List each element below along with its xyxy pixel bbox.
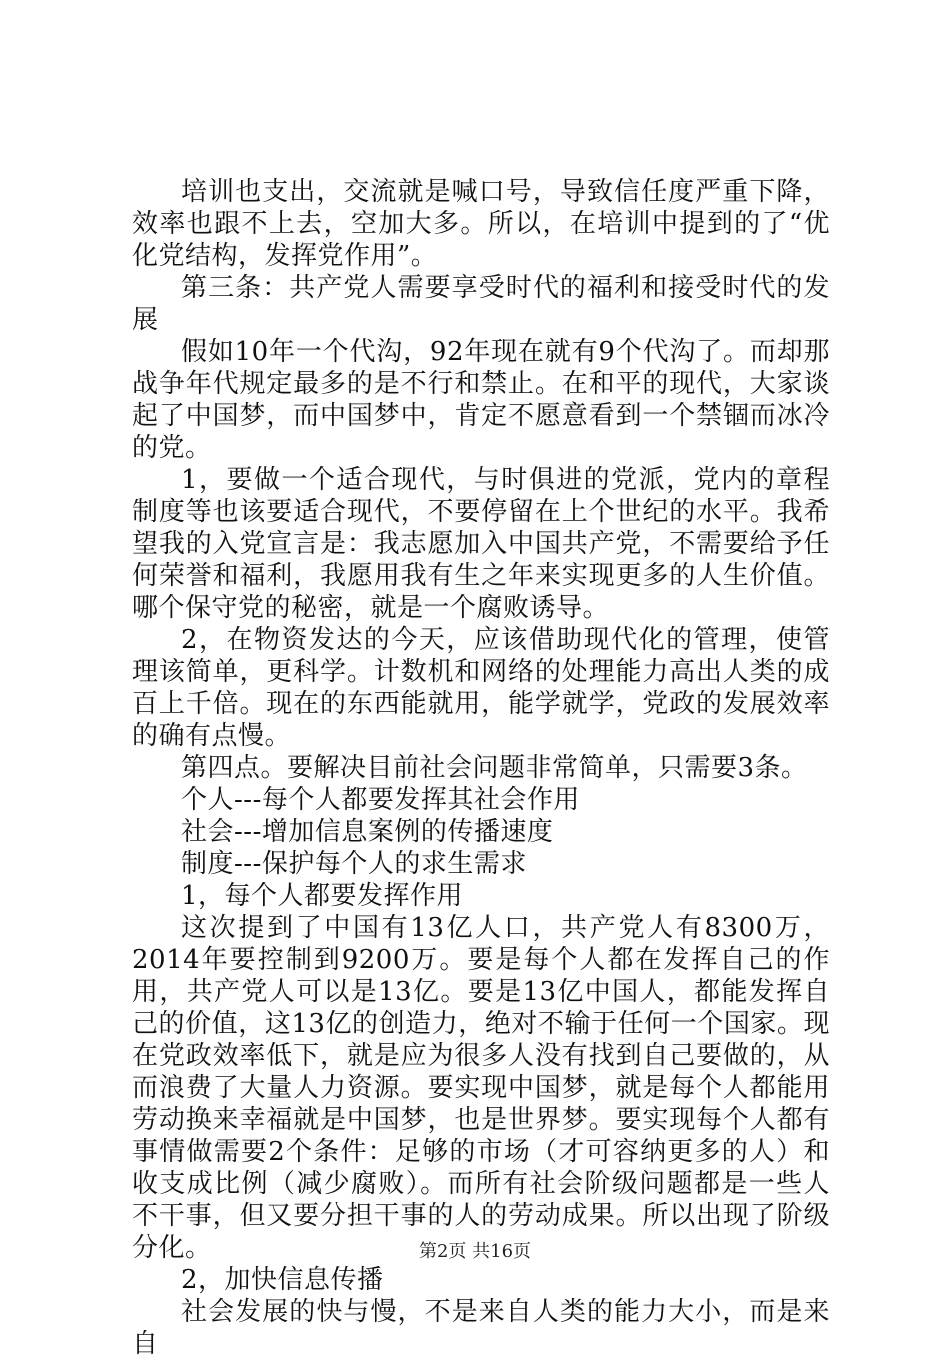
paragraph: 1，要做一个适合现代，与时俱进的党派，党内的章程制度等也该要适合现代，不要停留在上个世纪的水平。我希望我的入党宣言是：我志愿加入中国共产党，不需要给予任何荣誉和福利，我愿用我有生之年来实现更多的人生价值。哪个保守党的秘密，就是一个腐败诱导。	[132, 465, 830, 623]
paragraph: 这次提到了中国有13亿人口，共产党人有8300万，2014年要控制到9200万。要是每个人都在发挥自己的作用，共产党人可以是13亿。要是13亿中国人，都能发挥自己的价值，这13亿的创造力，绝对不输于任何一个国家。现在党政效率低下，就是应为很多人没有找到自己要做的，从而浪费了大量人力资源。要实现中国梦，就是每个人都能用劳动换来幸福就是中国梦，也是世界梦。要实现每个人都有事情做需要2个条件：足够的市场（才可容纳更多的人）和收支成比例（减少腐败）。而所有社会阶级问题都是一些人不干事，但又要分担干事的人的劳动成果。所以出现了阶级分化。	[132, 913, 830, 1263]
document-body	[132, 176, 830, 1360]
paragraph: 培训也支出，交流就是喊口号，导致信任度严重下降，效率也跟不上去，空加大多。所以，在培训中提到的了“优化党结构，发挥党作用”。	[132, 177, 830, 271]
paragraph: 制度---保护每个人的求生需求	[181, 849, 527, 879]
paragraph: 1，每个人都要发挥作用	[181, 881, 464, 911]
paragraph: 2，加快信息传播	[181, 1265, 384, 1295]
paragraph: 社会---增加信息案例的传播速度	[181, 817, 554, 847]
paragraph: 社会发展的快与慢，不是来自人类的能力大小，而是来自	[132, 1297, 830, 1359]
paragraph: 第四点。要解决目前社会问题非常简单，只需要3条。	[181, 753, 808, 783]
paragraph: 假如10年一个代沟，92年现在就有9个代沟了。而却那战争年代规定最多的是不行和禁止。在和平的现代，大家谈起了中国梦，而中国梦中，肯定不愿意看到一个禁锢而冰冷的党。	[132, 337, 830, 463]
paragraph: 个人---每个人都要发挥其社会作用	[181, 785, 580, 815]
paragraph: 2，在物资发达的今天，应该借助现代化的管理，使管理该简单，更科学。计数机和网络的处理能力高出人类的成百上千倍。现在的东西能就用，能学就学，党政的发展效率的确有点慢。	[132, 625, 830, 751]
paragraph: 第三条：共产党人需要享受时代的福利和接受时代的发展	[132, 273, 830, 335]
page-footer: 第2页 共16页	[418, 1241, 532, 1262]
